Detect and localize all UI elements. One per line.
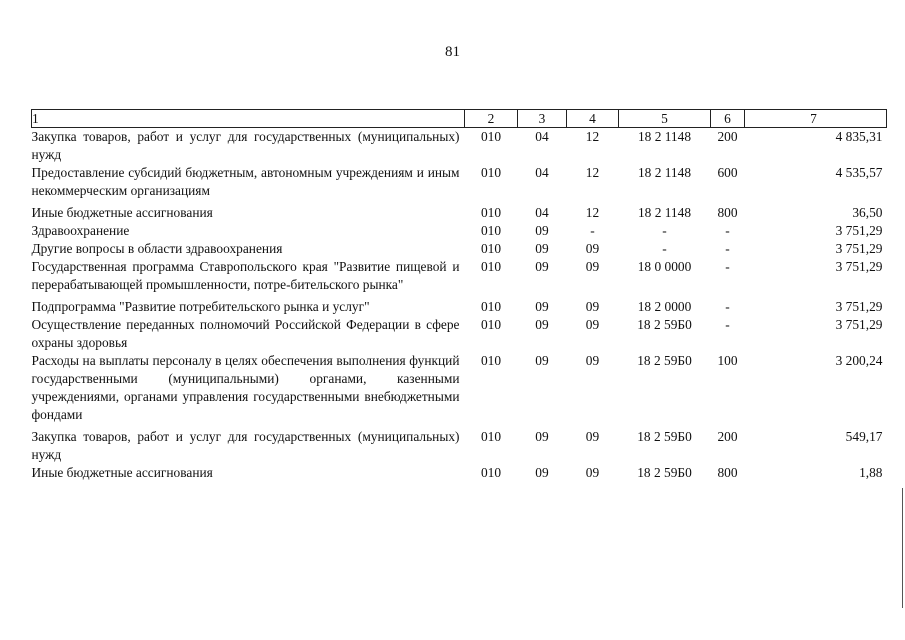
table-row <box>32 464 887 482</box>
row-description: Подпрограмма "Развитие потребительского рынка и услуг" <box>31 299 370 314</box>
row-code-6: - <box>725 317 730 332</box>
header-col-3: 3 <box>518 110 567 128</box>
row-code-2: 010 <box>480 223 502 238</box>
row-description: Осуществление переданных полномочий Российской Федерации в сфере охраны здоровья <box>31 317 460 350</box>
table-row <box>32 164 887 204</box>
table-row <box>32 428 887 464</box>
row-code-2: 010 <box>480 241 502 256</box>
row-description: Другие вопросы в области здравоохранения <box>31 241 283 256</box>
row-code-2: 010 <box>480 165 502 180</box>
row-description: Иные бюджетные ассигнования <box>31 465 213 480</box>
row-code-4: 09 <box>585 353 600 368</box>
row-code-2: 010 <box>480 465 502 480</box>
row-amount: 3 751,29 <box>835 317 883 332</box>
table-row <box>32 316 887 352</box>
row-code-3: 09 <box>535 241 549 256</box>
row-code-2: 010 <box>480 129 502 144</box>
row-amount: 3 751,29 <box>835 299 883 314</box>
row-code-5: 18 2 1148 <box>637 205 692 220</box>
row-amount: 4 535,57 <box>835 165 883 180</box>
row-amount: 36,50 <box>852 205 883 220</box>
table-row <box>32 298 887 316</box>
row-description: Иные бюджетные ассигнования <box>31 205 213 220</box>
row-code-5: 18 2 59Б0 <box>637 353 692 368</box>
table-row <box>32 222 887 240</box>
table-row <box>32 258 887 298</box>
table-row <box>32 352 887 428</box>
row-amount: 3 751,29 <box>835 259 883 274</box>
scan-edge-line <box>902 488 903 608</box>
row-code-3: 04 <box>535 165 549 180</box>
header-col-4: 4 <box>567 110 619 128</box>
row-code-5: 18 2 59Б0 <box>637 429 692 444</box>
row-code-3: 09 <box>535 299 549 314</box>
row-code-2: 010 <box>480 259 502 274</box>
header-col-5: 5 <box>619 110 711 128</box>
row-code-2: 010 <box>480 317 502 332</box>
row-code-3: 09 <box>535 465 549 480</box>
row-amount: 4 835,31 <box>835 129 883 144</box>
row-description: Предоставление субсидий бюджетным, автономным учреждениям и иным некоммерческим организациям <box>31 165 460 198</box>
row-code-6: 200 <box>717 129 738 144</box>
row-code-4: 12 <box>585 129 600 144</box>
row-code-2: 010 <box>480 429 502 444</box>
row-code-5: 18 2 59Б0 <box>637 317 692 332</box>
table-header-row <box>32 110 887 128</box>
row-code-4: 09 <box>585 241 600 256</box>
row-code-5: - <box>662 223 667 238</box>
row-code-5: - <box>662 241 667 256</box>
row-code-3: 04 <box>535 205 549 220</box>
row-code-5: 18 2 0000 <box>637 299 692 314</box>
row-amount: 549,17 <box>845 429 883 444</box>
row-code-4: 09 <box>585 465 600 480</box>
row-amount: 3 751,29 <box>835 223 883 238</box>
row-code-3: 09 <box>535 223 549 238</box>
row-description: Закупка товаров, работ и услуг для государственных (муниципальных) нужд <box>31 429 460 462</box>
row-code-5: 18 2 1148 <box>637 165 692 180</box>
row-code-6: 100 <box>717 353 738 368</box>
row-code-2: 010 <box>480 353 502 368</box>
row-code-4: 09 <box>585 317 600 332</box>
row-code-3: 09 <box>535 317 549 332</box>
row-code-4: 09 <box>585 429 600 444</box>
header-col-7: 7 <box>745 110 887 128</box>
row-code-5: 18 0 0000 <box>637 259 692 274</box>
row-code-3: 09 <box>535 353 549 368</box>
table-row <box>32 204 887 222</box>
row-code-6: 800 <box>717 205 738 220</box>
row-description: Здравоохранение <box>31 223 130 238</box>
row-code-6: 200 <box>717 429 738 444</box>
budget-table <box>31 109 887 482</box>
row-code-4: - <box>590 223 595 238</box>
row-code-4: 12 <box>585 165 600 180</box>
row-code-2: 010 <box>480 299 502 314</box>
row-description: Государственная программа Ставропольского края "Развитие пищевой и перерабатывающей промышленности, потре-бительского рынка" <box>31 259 460 292</box>
header-col-2: 2 <box>465 110 518 128</box>
row-amount: 3 200,24 <box>835 353 883 368</box>
row-code-6: - <box>725 241 730 256</box>
row-code-5: 18 2 1148 <box>637 129 692 144</box>
row-code-6: - <box>725 299 730 314</box>
page-number: 81 <box>445 44 460 60</box>
row-amount: 1,88 <box>859 465 883 480</box>
row-code-4: 09 <box>585 299 600 314</box>
row-code-2: 010 <box>480 205 502 220</box>
row-code-6: - <box>725 223 730 238</box>
row-description: Закупка товаров, работ и услуг для государственных (муниципальных) нужд <box>31 129 460 162</box>
row-code-3: 09 <box>535 429 549 444</box>
header-col-6: 6 <box>711 110 745 128</box>
row-code-4: 12 <box>585 205 600 220</box>
row-description: Расходы на выплаты персоналу в целях обеспечения выполнения функций государственными (муниципальными) органами, казенными учреждениями, органами управления государственными внебюджетными фондами <box>31 353 460 422</box>
row-code-3: 09 <box>535 259 549 274</box>
table-row <box>32 240 887 258</box>
row-amount: 3 751,29 <box>835 241 883 256</box>
table-row <box>32 128 887 165</box>
row-code-6: 600 <box>717 165 738 180</box>
header-col-1: 1 <box>32 110 465 128</box>
row-code-6: - <box>725 259 730 274</box>
row-code-6: 800 <box>717 465 738 480</box>
row-code-4: 09 <box>585 259 600 274</box>
row-code-5: 18 2 59Б0 <box>637 465 692 480</box>
row-code-3: 04 <box>535 129 549 144</box>
